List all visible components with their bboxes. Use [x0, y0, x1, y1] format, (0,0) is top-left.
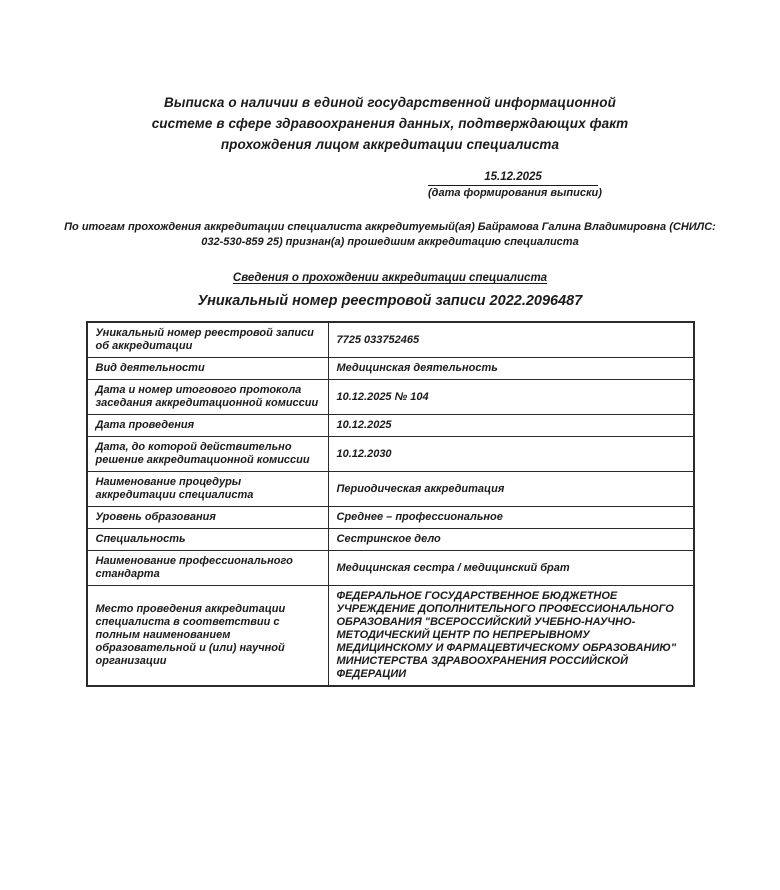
row-label: Место проведения аккредитации специалиста в соответствии с полным наименованием образовательной и (или) научной организации [87, 586, 329, 687]
table-row [87, 415, 694, 437]
document-title-line-3: прохождения лицом аккредитации специалиста [220, 137, 560, 152]
formation-date-value: 15.12.2025 [428, 170, 598, 186]
row-label: Наименование профессионального стандарта [87, 551, 329, 586]
table-row [87, 358, 694, 380]
table-row [87, 551, 694, 586]
table-row [87, 586, 694, 687]
row-value: Медицинская деятельность [328, 358, 694, 380]
row-label: Наименование процедуры аккредитации специалиста [87, 472, 329, 507]
row-value: 10.12.2030 [328, 437, 694, 472]
accreditation-result-paragraph: По итогам прохождения аккредитации специалиста аккредитуемый(ая) Байрамова Галина Владимировна (СНИЛС: 032-530-859 25) признан(а) прошедшим аккредитацию специалиста [64, 221, 716, 248]
row-label: Уникальный номер реестровой записи об аккредитации [87, 322, 329, 358]
table-row [87, 322, 694, 358]
row-value: Сестринское дело [328, 529, 694, 551]
row-value: Медицинская сестра / медицинский брат [328, 551, 694, 586]
accreditation-details-table [86, 321, 695, 687]
document-title-line-2: системе в сфере здравоохранения данных, подтверждающих факт [151, 116, 629, 131]
section-heading: Сведения о прохождении аккредитации специалиста [232, 272, 548, 284]
registry-record-number-heading: Уникальный номер реестровой записи 2022.2096487 [197, 293, 583, 309]
row-label: Уровень образования [87, 507, 329, 529]
row-label: Дата и номер итогового протокола заседания аккредитационной комиссии [87, 380, 329, 415]
row-value: Среднее – профессиональное [328, 507, 694, 529]
document-title [130, 92, 650, 155]
row-value: 10.12.2025 № 104 [328, 380, 694, 415]
row-label: Вид деятельности [87, 358, 329, 380]
table-row [87, 507, 694, 529]
table-row [87, 437, 694, 472]
table-row [87, 472, 694, 507]
row-value: 10.12.2025 [328, 415, 694, 437]
row-value: 7725 033752465 [328, 322, 694, 358]
formation-date-block [428, 170, 602, 200]
row-label: Дата, до которой действительно решение аккредитационной комиссии [87, 437, 329, 472]
table-row [87, 529, 694, 551]
row-value: ФЕДЕРАЛЬНОЕ ГОСУДАРСТВЕННОЕ БЮДЖЕТНОЕ УЧРЕЖДЕНИЕ ДОПОЛНИТЕЛЬНОГО ПРОФЕССИОНАЛЬНОГО ОБРАЗОВАНИЯ "ВСЕРОССИЙСКИЙ УЧЕБНО-НАУЧНО-МЕТОДИЧЕСКИЙ ЦЕНТР ПО НЕПРЕРЫВНОМУ МЕДИЦИНСКОМУ И ФАРМАЦЕВТИЧЕСКОМУ ОБРАЗОВАНИЮ" МИНИСТЕРСТВА ЗДРАВООХРАНЕНИЯ РОССИЙСКОЙ ФЕДЕРАЦИИ [328, 586, 694, 687]
row-label: Дата проведения [87, 415, 329, 437]
table-row [87, 380, 694, 415]
row-value: Периодическая аккредитация [328, 472, 694, 507]
document-title-line-1: Выписка о наличии в единой государственной информационной [163, 95, 616, 110]
formation-date-caption: (дата формирования выписки) [428, 187, 602, 199]
row-label: Специальность [87, 529, 329, 551]
